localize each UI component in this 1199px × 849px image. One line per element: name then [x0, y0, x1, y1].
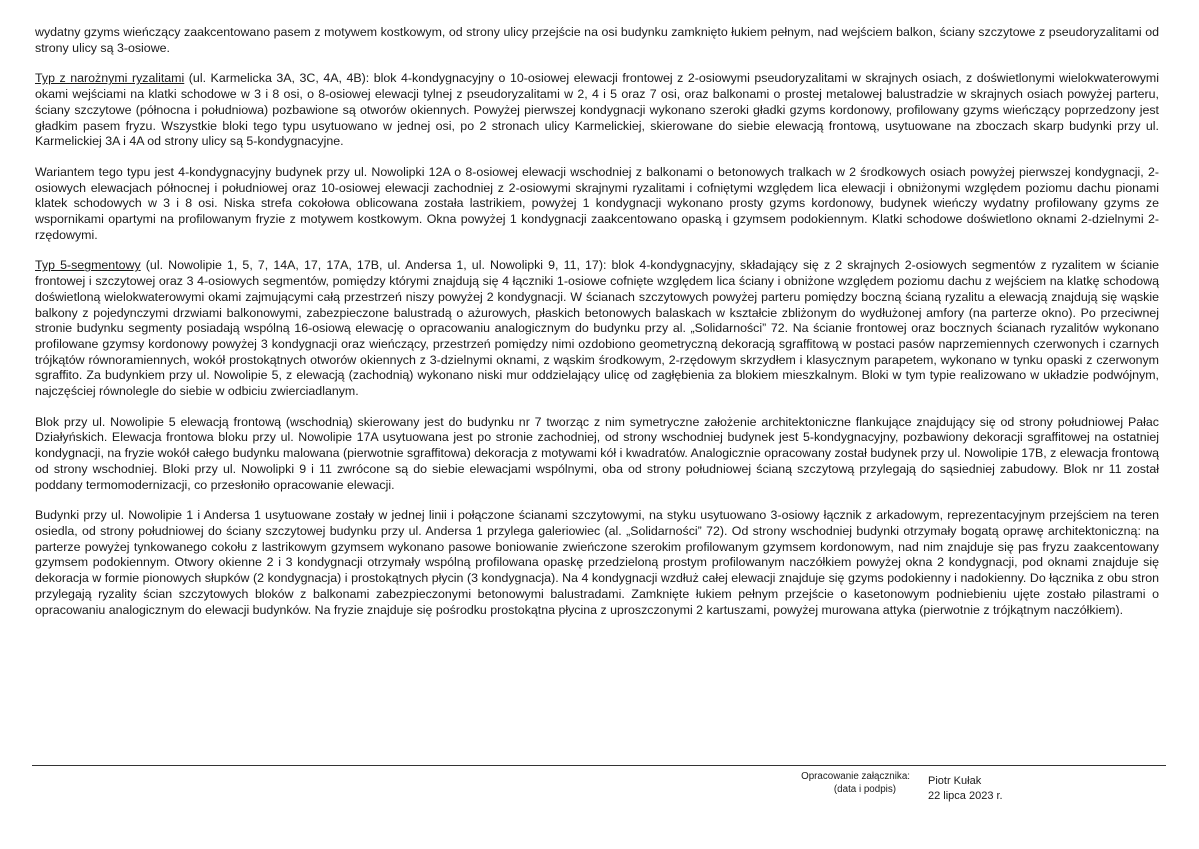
paragraph-lead: Typ z narożnymi ryzalitami	[35, 71, 185, 86]
paragraph-variant	[35, 165, 1159, 244]
footer-prepared-by	[760, 770, 910, 796]
paragraph-corner-risalit-type	[35, 71, 1159, 150]
paragraph-nowolipie-5	[35, 415, 1159, 494]
paragraph-lead: Typ 5-segmentowy	[35, 258, 141, 273]
paragraph-text: wydatny gzyms wieńczący zaakcentowano pasem z motywem kostkowym, od strony ulicy przejście na osi budynku zamknięto łukiem pełnym, nad wejściem balkon, ściany szczytowe z pseudoryzalitami od strony ulicy są 3-osiowe.	[35, 25, 1159, 55]
paragraph-text: (ul. Nowolipie 1, 5, 7, 14A, 17, 17A, 17B, ul. Andersa 1, ul. Nowolipki 9, 11, 17): blok 4-kondygnacyjny, składający się z 2 skrajnych 2-osiowych segmentów z ryzalitem w ścianie frontowej i szczytowej oraz 3 4-osiowych segmentów, pomiędzy którymi znajdują się 4 łączniki 1-osiowe cofnięte względem lica ściany i obniżone względem poziomu dachu z wejściem na klatkę schodową doświetloną wielokwaterowymi okami zajmującymi całą przestrzeń niszy powyżej 2 kondygnacji. W ścianach szczytowych powyżej parteru pomiędzy boczną ścianą ryzalitu a elewacją znajdują się wąskie balkony z pojedynczymi drzwiami balkonowymi, zabezpieczone balustradą o ażurowych, płaskich betonowych balaskach w kształcie zbliżonym do wydłużonej amfory (na parterze okno). Po przeciwnej stronie budynku segmenty posiadają wspólną 16-osiową elewację o opracowaniu analogicznym do budynku przy al. „Solidarności” 72. Na ścianie frontowej oraz bocznych ścianach ryzalitów wykonano profilowane gzymsy kordonowy powyżej 3 kondygnacji oraz wieńczący, przestrzeń pomiędzy nimi ozdobiono geometryczną dekoracją sgraffitową w postaci pasów naprzemiennych czerwonych i czarnych trójkątów równoramiennych, wokół prostokątnych otworów okiennych z 3-dzielnymi oknami, z wąskim środkowym, 2-rzędowym skrzydłem i klasycznym parapetem, wykonano w tynku opaski z czerwonym sgraffito. Za budynkiem przy ul. Nowolipie 5, z elewacją (zachodnią) wykonano niski mur oddzielający ulicę od zagłębienia za blokiem mieszkalnym. Bloki w tym typie realizowano w układzie podwójnym, najczęściej równolegle do siebie w odbiciu zwierciadlanym.	[35, 258, 1159, 399]
paragraph-nowolipie-1-andersa-1	[35, 508, 1159, 618]
footer-signature	[928, 774, 1003, 804]
date-signature-label: (data i podpis)	[833, 784, 896, 795]
paragraph-five-segment-type	[35, 258, 1159, 399]
paragraph-continuation	[35, 25, 1159, 56]
paragraph-text: Wariantem tego typu jest 4-kondygnacyjny budynek przy ul. Nowolipki 12A o 8-osiowej elewacji wschodniej z balkonami o betonowych tralkach w 2 środkowych osiach powyżej pierwszej kondygnacji, 2-osiowych elewacjach północnej i południowej oraz 10-osiowej elewacji zachodniej z 2-osiowymi skrajnymi ryzalitami i cofniętymi względem lica elewacji i obniżonymi względem poziomu dachu pionami klatek schodowych w 3 i 8 osi. Niska strefa cokołowa oblicowana została lastrikiem, powyżej 1 kondygnacji wykonano prosty gzyms kordonowy, budynek wieńczy wydatny profilowany gzyms ze wspornikami opartymi na profilowanym fryzie z motywem kostkowym. Okna powyżej 1 kondygnacji zaakcentowano opaską i gzymsem podokiennym. Klatki schodowe doświetlono oknami 2-dzielnymi 2-rzędowymi.	[35, 164, 1159, 242]
footer-divider	[32, 765, 1166, 766]
author-name: Piotr Kułak	[928, 775, 982, 787]
signature-date: 22 lipca 2023 r.	[928, 790, 1003, 802]
paragraph-text: Budynki przy ul. Nowolipie 1 i Andersa 1 usytuowane zostały w jednej linii i połączone ścianami szczytowymi, na styku usytuowano 3-osiowy łącznik z arkadowym, reprezentacyjnym przejściem na teren osiedla, od strony południowej do ściany szczytowej budynku przy ul. Andersa 1 przylega galeriowiec (al. „Solidarności” 72). Od strony wschodniej budynki otrzymały bogatą oprawę architektoniczną: na parterze powyżej tynkowanego cokołu z lastrikowym gzymsem wykonano pasowe boniowanie zwieńczone szerokim profilowanym gzymsem kordonowym, nad nim znajduje się pas fryzu zaakcentowany gzymsem podokiennym. Otwory okienne 2 i 3 kondygnacji otrzymały wspólną profilowana opaskę przedzieloną prostym profilowanym naczółkiem powyżej okna 2 kondygnacji, pod oknami znajduje się dekoracja w formie pionowych słupków (2 kondygnacja) i prostokątnych płycin (3 kondygnacja). Na 4 kondygnacji wzdłuż całej elewacji znajduje się gzyms podokienny i nadokienny. Do łącznika z obu stron przylegają ryzality ścian szczytowych bloków z balkonami zabezpieczonymi betonowymi balustradami. Zamknięte łukiem pełnym przejście o kasetonowym podniebieniu ujęte zostało pilastrami o opracowaniu analogicznym do elewacji budynków. Na fryzie znajduje się pośrodku prostokątna płycina z uproszczonymi 2 kartuszami, powyżej murowana attyka (pierwotnie z trójkątnym naczółkiem).	[35, 508, 1159, 617]
document-body	[35, 25, 1159, 633]
paragraph-text: (ul. Karmelicka 3A, 3C, 4A, 4B): blok 4-kondygnacyjny o 10-osiowej elewacji frontowej z 2-osiowymi pseudoryzalitami w skrajnych osiach, z doświetlonymi wielokwaterowymi okami wejściami na klatki schodowe w 3 i 8 osi, o 8-osiowej elewacji tylnej z pseudoryzalitami w 2, 4 i 5 oraz 7 osi, oraz balkonami o prostej metalowej balustradzie w skrajnych osiach powyżej parteru, ściany szczytowe (północna i południowa) pozbawione są otworów okiennych. Powyżej pierwszej kondygnacji wykonano szeroki gładki gzyms kordonowy, profilowany gzyms wieńczący poprzedzony jest gładkim pasem fryzu. Wszystkie bloki tego typu usytuowano w jednej osi, po 2 stronach ulicy Karmelickiej, skierowane do siebie elewacją frontową, usytuowane na zboczach skarp budynki przy ul. Karmelickiej 3A i 4A od strony ulicy są 5-kondygnacyjne.	[35, 71, 1159, 149]
prepared-label: Opracowanie załącznika:	[801, 771, 910, 782]
paragraph-text: Blok przy ul. Nowolipie 5 elewacją frontową (wschodnią) skierowany jest do budynku nr 7 tworząc z nim symetryczne założenie architektoniczne flankujące znajdujący się od strony południowej Pałac Działyńskich. Elewacja frontowa bloku przy ul. Nowolipie 17A usytuowana jest po stronie zachodniej, od strony wschodniej budynek jest 5-kondygnacyjny, pozbawiony dekoracji sgraffitowej na ostatniej kondygnacji, na fryzie wokół całego budynku malowana (pierwotnie sgraffitowa) dekoracja z motywami kół i kwadratów. Analogicznie opracowany został budynek przy ul. Nowolipie 17B, z elewacja frontową od strony wschodniej. Bloki przy ul. Nowolipki 9 i 11 zwrócone są do siebie elewacjami wspólnymi, oba od strony południowej ścianą szczytową przylegają do sąsiedniej zabudowy. Blok nr 11 został poddany termomodernizacji, co przesłoniło opracowanie elewacji.	[35, 414, 1159, 492]
